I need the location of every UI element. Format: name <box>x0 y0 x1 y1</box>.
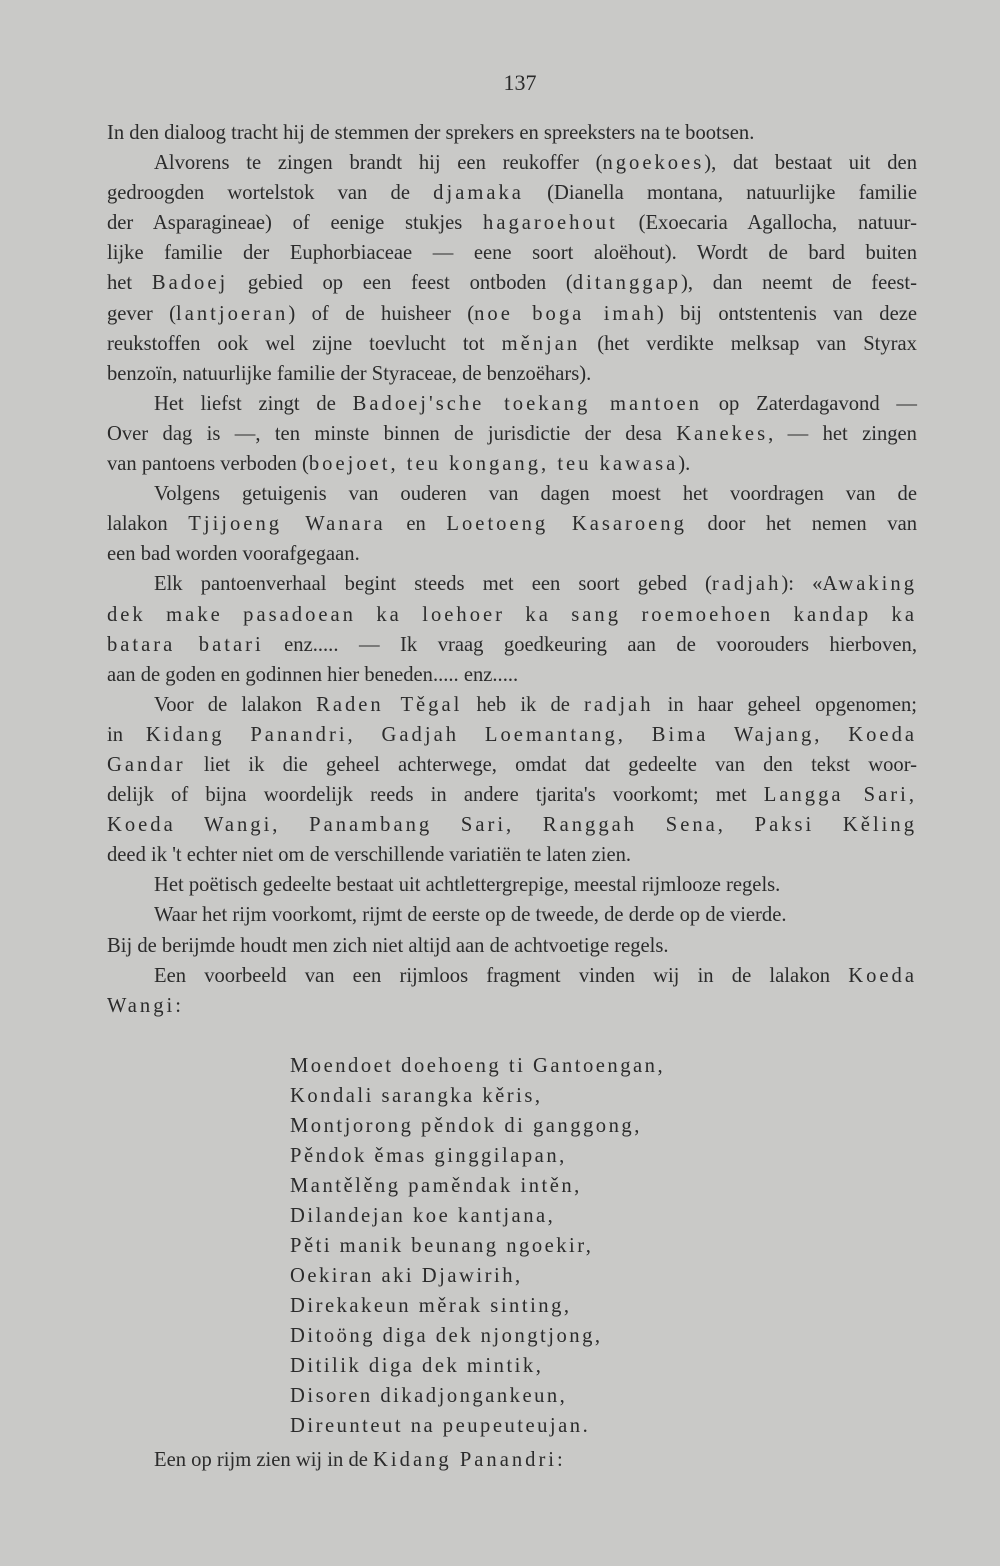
text-line <box>107 900 917 930</box>
text-run: Alvorens te zingen brandt hij een reukoffer ( <box>154 152 603 175</box>
text-line <box>107 810 917 840</box>
text-line <box>107 630 917 660</box>
text-run: op Zaterdagavond — <box>701 392 917 415</box>
text-run: gever ( <box>107 302 177 325</box>
text-run: Het poëtisch gedeelte bestaat uit achtlettergrepige, meestal rijmlooze regels. <box>154 874 781 897</box>
text-line <box>107 509 917 539</box>
text-run: in <box>107 723 146 746</box>
spaced-term: Kidang Panandri <box>373 1449 558 1471</box>
poem-line: Pěndok ěmas ginggilapan, <box>290 1145 567 1167</box>
poem-line: Disoren dikadjongankeun, <box>290 1385 568 1407</box>
spaced-term: radjah <box>584 693 654 716</box>
text-line <box>107 780 917 810</box>
text-line <box>107 118 917 148</box>
text-line <box>107 931 917 961</box>
spaced-term: noe boga imah <box>474 302 657 325</box>
poem-line: Dilandejan koe kantjana, <box>290 1205 556 1227</box>
text-run: Waar het rijm voorkomt, rijmt de eerste op de tweede, de derde op de vierde. <box>154 904 787 927</box>
spaced-term: měnjan <box>501 332 581 355</box>
text-line <box>107 539 917 569</box>
poem-line: Direkakeun měrak sinting, <box>290 1295 572 1317</box>
text-run: ). <box>678 453 691 476</box>
text-run: (het verdikte melksap van Styrax <box>580 332 917 355</box>
text-line <box>107 660 917 690</box>
text-run: : <box>175 994 181 1017</box>
spaced-term: Awaking <box>822 573 917 596</box>
spaced-term: Kanekes <box>676 422 769 445</box>
text-run: deed ik 't echter niet om de verschillende variatiën te laten zien. <box>107 844 632 867</box>
poem-line: Moendoet doehoeng ti Gantoengan, <box>290 1055 666 1077</box>
text-line <box>107 479 917 509</box>
final-line <box>154 1445 674 1475</box>
spaced-term: Tjijoeng Wanara <box>188 513 386 536</box>
spaced-term: djamaka <box>433 182 524 205</box>
text-line <box>107 208 917 238</box>
text-line <box>107 870 917 900</box>
text-run: en <box>385 513 447 536</box>
spaced-term: dek make pasadoean ka loehoer ka sang roemoehoen kandap ka <box>107 603 917 626</box>
text-run: ), dat bestaat uit den <box>704 152 917 175</box>
text-run: lalakon <box>107 513 189 536</box>
text-run: ) of de huisheer ( <box>288 302 475 325</box>
spaced-term: Loetoeng Kasaroeng <box>446 513 687 536</box>
text-run: delijk of bijna woordelijk reeds in andere tjarita's voorkomt; met <box>107 784 764 807</box>
poem-line: Direunteut na peupeuteujan. <box>290 1415 591 1437</box>
spaced-term: ditanggap <box>572 272 682 295</box>
spaced-term: Gandar <box>107 753 186 776</box>
text-run: liet ik die geheel achterwege, omdat dat gedeelte van den tekst woor- <box>185 753 917 776</box>
spaced-term: ngoekoes <box>602 152 705 175</box>
text-line <box>107 178 917 208</box>
spaced-term: Badoej <box>151 272 229 295</box>
text-line <box>107 389 917 419</box>
spaced-term: Raden Těgal <box>316 693 463 716</box>
text-run: ): « <box>781 573 823 596</box>
body-text <box>107 118 917 1021</box>
spaced-term: hagaroehout <box>483 212 618 235</box>
poem <box>290 1051 665 1441</box>
text-line <box>107 299 917 329</box>
text-line <box>107 148 917 178</box>
text-line <box>107 268 917 298</box>
text-run: ), dan neemt de feest- <box>681 272 918 295</box>
text-run: (Exoecaria Agallocha, natuur- <box>617 212 917 235</box>
text-run: aan de goden en godinnen hier beneden..... enz..... <box>107 663 519 686</box>
text-line <box>107 449 917 479</box>
text-run: ) bij ontstentenis van deze <box>656 302 917 325</box>
text-line <box>107 419 917 449</box>
spaced-term: Badoej'sche toekang mantoen <box>352 392 702 415</box>
poem-line: Ditilik diga dek mintik, <box>290 1355 544 1377</box>
text-run: lijke familie der Euphorbiaceae — eene soort aloëhout). Wordt de bard buiten <box>107 242 917 265</box>
text-run: een bad worden voorafgegaan. <box>107 543 360 566</box>
poem-line: Kondali sarangka kěris, <box>290 1085 543 1107</box>
poem-line: Ditoöng diga dek njongtjong, <box>290 1325 603 1347</box>
text-line <box>107 690 917 720</box>
spaced-term: Koeda Wangi, Panambang Sari, Ranggah Sena, Paksi Kěling <box>107 814 917 837</box>
poem-line: Pěti manik beunang ngoekir, <box>290 1235 594 1257</box>
text-run: Een voorbeeld van een rijmloos fragment vinden wij in de lalakon <box>154 964 849 987</box>
spaced-term: boejoet, teu kongang, teu kawasa <box>308 453 679 476</box>
text-line <box>107 720 917 750</box>
text-run: gedroogden wortelstok van de <box>107 182 434 205</box>
text-run: (Dianella montana, natuurlijke familie <box>523 182 917 205</box>
spaced-term: Kidang Panandri, Gadjah Loemantang, Bima Wajang, Koeda <box>145 723 918 746</box>
text-run: enz..... — Ik vraag goedkeuring aan de voorouders hierboven, <box>263 633 917 656</box>
spaced-term: Wangi <box>107 994 176 1017</box>
text-line <box>107 238 917 268</box>
text-run: het <box>107 272 152 295</box>
text-line <box>107 750 917 780</box>
text-line <box>107 569 917 599</box>
text-run: Een op rijm zien wij in de <box>154 1449 374 1471</box>
text-run: Bij de berijmde houdt men zich niet altijd aan de achtvoetige regels. <box>107 934 669 957</box>
spaced-term: radjah <box>711 573 782 596</box>
poem-line: Mantělěng paměndak intěn, <box>290 1175 582 1197</box>
spaced-term: lantjoeran <box>176 302 289 325</box>
text-line <box>107 600 917 630</box>
spaced-term: Koeda <box>848 964 917 987</box>
text-run: Volgens getuigenis van ouderen van dagen moest het voordragen van de <box>154 483 917 506</box>
spaced-term: batara batari <box>107 633 264 656</box>
text-run: Het liefst zingt de <box>154 392 353 415</box>
text-line <box>107 961 917 991</box>
text-line <box>107 359 917 389</box>
text-run: Voor de lalakon <box>154 693 317 716</box>
text-run: in haar geheel opgenomen; <box>653 693 917 716</box>
text-run: der Asparagineae) of eenige stukjes <box>107 212 484 235</box>
text-run: gebied op een feest ontboden ( <box>228 272 573 295</box>
text-run: heb ik de <box>462 693 585 716</box>
text-line <box>107 991 917 1021</box>
text-run: benzoïn, natuurlijke familie der Styraceae, de benzoëhars). <box>107 362 592 385</box>
text-run: In den dialoog tracht hij de stemmen der sprekers en spreeksters na te bootsen. <box>107 122 755 144</box>
text-run: Over dag is —, ten minste binnen de jurisdictie der desa <box>107 422 677 445</box>
poem-line: Montjorong pěndok di ganggong, <box>290 1115 642 1137</box>
text-line <box>107 840 917 870</box>
text-run: door het nemen van <box>686 513 918 536</box>
poem-line: Oekiran aki Djawirih, <box>290 1265 523 1287</box>
text-run: Elk pantoenverhaal begint steeds met een soort gebed ( <box>154 573 712 596</box>
text-run: van pantoens verboden ( <box>107 453 309 476</box>
text-run: reukstoffen ook wel zijne toevlucht tot <box>107 332 502 355</box>
spaced-term: Langga Sari, <box>763 784 917 807</box>
text-line <box>107 329 917 359</box>
text-run: : <box>557 1449 563 1471</box>
page-number: 137 <box>503 70 537 95</box>
text-run: , — het zingen <box>768 422 917 445</box>
